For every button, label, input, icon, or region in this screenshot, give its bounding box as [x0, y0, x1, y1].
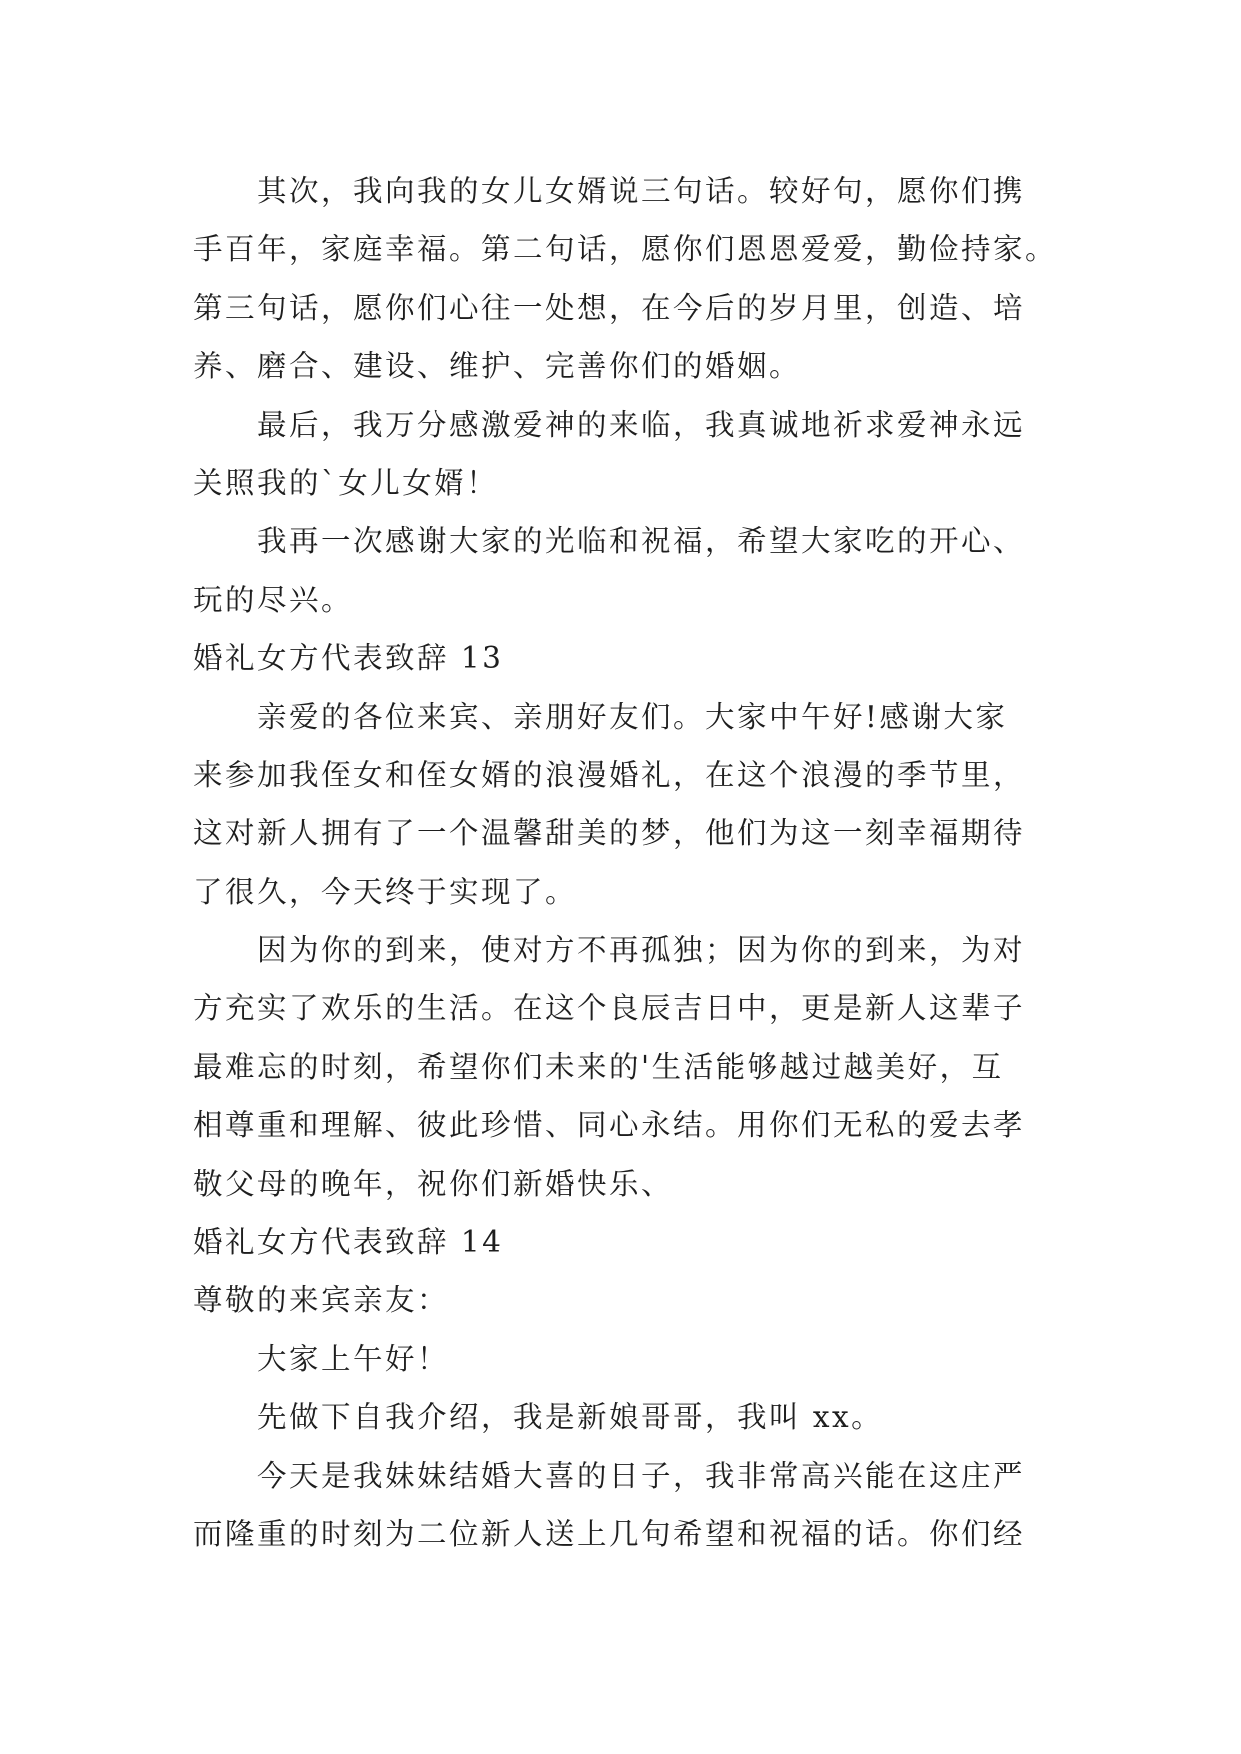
section-heading: 婚礼女方代表致辞 13 — [193, 641, 504, 676]
section-heading: 婚礼女方代表致辞 14 — [193, 1225, 504, 1260]
paragraph-line: 我再一次感谢大家的光临和祝福，希望大家吃的开心、 — [257, 524, 1026, 559]
paragraph-line: 敬父母的晚年，祝你们新婚快乐、 — [193, 1166, 674, 1201]
paragraph-line: 这对新人拥有了一个温馨甜美的梦，他们为这一刻幸福期待 — [193, 816, 1026, 851]
paragraph-line: 大家上午好！ — [257, 1341, 450, 1376]
paragraph-line: 其次，我向我的女儿女婿说三句话。较好句，愿你们携 — [257, 174, 1026, 208]
paragraph-line: 相尊重和理解、彼此珍惜、同心永结。用你们无私的爱去孝 — [193, 1108, 1026, 1143]
paragraph-line: 最难忘的时刻，希望你们未来的'生活能够越过越美好，互 — [193, 1049, 1004, 1084]
document-body — [193, 162, 1073, 1563]
paragraph-line: 先做下自我介绍，我是新娘哥哥，我叫 xx。 — [257, 1400, 884, 1435]
paragraph-line: 手百年，家庭幸福。第二句话，愿你们恩恩爱爱，勤俭持家。 — [193, 232, 1058, 267]
salutation-line: 尊敬的来宾亲友： — [193, 1283, 450, 1318]
paragraph-line: 第三句话，愿你们心往一处想，在今后的岁月里，创造、培 — [193, 290, 1026, 325]
paragraph-line: 而隆重的时刻为二位新人送上几句希望和祝福的话。你们经 — [193, 1516, 1026, 1551]
paragraph-line: 最后，我万分感激爱神的来临，我真诚地祈求爱神永远 — [257, 407, 1026, 442]
paragraph-line: 今天是我妹妹结婚大喜的日子，我非常高兴能在这庄严 — [257, 1458, 1026, 1493]
paragraph-line: 亲爱的各位来宾、亲朋好友们。大家中午好!感谢大家 — [257, 699, 1008, 734]
paragraph-line: 关照我的`女儿女婿！ — [193, 465, 499, 500]
paragraph-line: 养、磨合、建设、维护、完善你们的婚姻。 — [193, 349, 802, 384]
paragraph-line: 来参加我侄女和侄女婿的浪漫婚礼，在这个浪漫的季节里， — [193, 757, 1026, 792]
paragraph-line: 玩的尽兴。 — [193, 582, 354, 617]
paragraph-line: 方充实了欢乐的生活。在这个良辰吉日中，更是新人这辈子 — [193, 991, 1026, 1026]
paragraph-line: 了很久，今天终于实现了。 — [193, 874, 578, 909]
paragraph-line: 因为你的到来，使对方不再孤独；因为你的到来，为对 — [257, 933, 1026, 968]
